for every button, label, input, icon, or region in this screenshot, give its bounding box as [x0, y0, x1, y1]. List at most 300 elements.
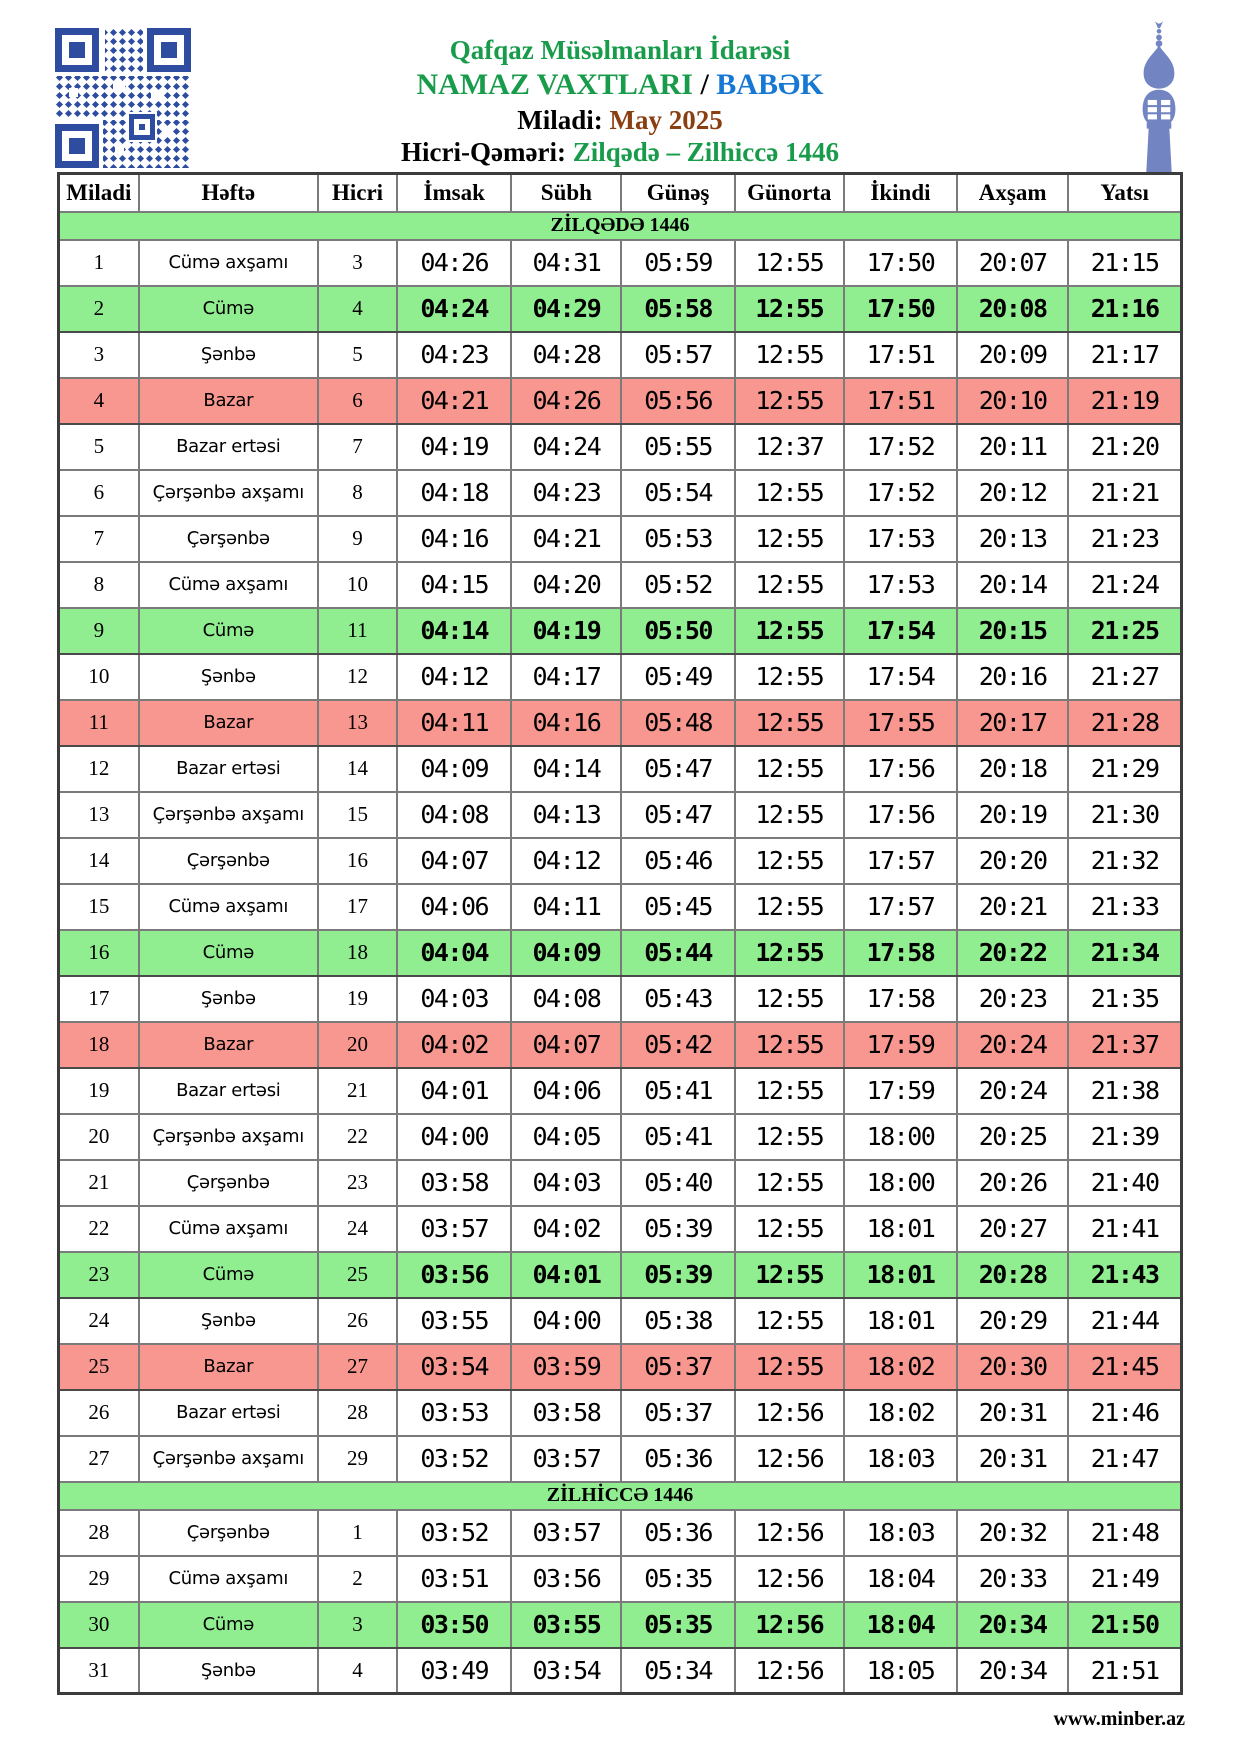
cell-ikindi: 17:51	[844, 332, 957, 378]
cell-gunorta: 12:55	[735, 562, 844, 608]
cell-weekday: Bazar ertəsi	[139, 1068, 318, 1114]
cell-gunes: 05:36	[621, 1510, 734, 1556]
column-header-hicri: Hicri	[318, 174, 397, 212]
cell-hicri-day: 7	[318, 424, 397, 470]
cell-miladi-day: 6	[59, 470, 139, 516]
cell-weekday: Bazar ertəsi	[139, 1390, 318, 1436]
cell-hicri-day: 15	[318, 792, 397, 838]
cell-yatsi: 21:24	[1068, 562, 1181, 608]
cell-imsak: 03:57	[397, 1206, 511, 1252]
cell-imsak: 04:19	[397, 424, 511, 470]
cell-subh: 04:13	[511, 792, 621, 838]
cell-hicri-day: 12	[318, 654, 397, 700]
cell-gunes: 05:53	[621, 516, 734, 562]
cell-axsam: 20:16	[957, 654, 1068, 700]
cell-gunes: 05:50	[621, 608, 734, 654]
cell-axsam: 20:15	[957, 608, 1068, 654]
cell-hicri-day: 26	[318, 1298, 397, 1344]
cell-gunorta: 12:55	[735, 240, 844, 286]
cell-imsak: 04:16	[397, 516, 511, 562]
cell-gunes: 05:45	[621, 884, 734, 930]
cell-gunes: 05:47	[621, 746, 734, 792]
cell-yatsi: 21:35	[1068, 976, 1181, 1022]
cell-gunes: 05:48	[621, 700, 734, 746]
cell-hicri-day: 17	[318, 884, 397, 930]
cell-miladi-day: 9	[59, 608, 139, 654]
cell-miladi-day: 12	[59, 746, 139, 792]
cell-yatsi: 21:39	[1068, 1114, 1181, 1160]
cell-imsak: 03:53	[397, 1390, 511, 1436]
cell-axsam: 20:23	[957, 976, 1068, 1022]
cell-subh: 04:31	[511, 240, 621, 286]
cell-subh: 04:23	[511, 470, 621, 516]
column-header-ikindi: İkindi	[844, 174, 957, 212]
table-row	[59, 1510, 1182, 1556]
cell-ikindi: 18:03	[844, 1510, 957, 1556]
cell-gunorta: 12:55	[735, 332, 844, 378]
cell-imsak: 04:00	[397, 1114, 511, 1160]
cell-gunes: 05:44	[621, 930, 734, 976]
cell-miladi-day: 8	[59, 562, 139, 608]
cell-axsam: 20:29	[957, 1298, 1068, 1344]
cell-imsak: 04:08	[397, 792, 511, 838]
cell-yatsi: 21:23	[1068, 516, 1181, 562]
table-row	[59, 470, 1182, 516]
cell-weekday: Şənbə	[139, 332, 318, 378]
cell-ikindi: 17:56	[844, 792, 957, 838]
table-row	[59, 1602, 1182, 1648]
cell-weekday: Şənbə	[139, 976, 318, 1022]
cell-weekday: Cümə axşamı	[139, 1206, 318, 1252]
cell-weekday: Çərşənbə axşamı	[139, 1114, 318, 1160]
hicri-date-line	[0, 136, 1240, 169]
month-section-title: ZİLHİCCƏ 1446	[59, 1482, 1182, 1510]
cell-subh: 04:03	[511, 1160, 621, 1206]
column-header-imsak: İmsak	[397, 174, 511, 212]
cell-miladi-day: 22	[59, 1206, 139, 1252]
cell-axsam: 20:17	[957, 700, 1068, 746]
table-row	[59, 1344, 1182, 1390]
cell-yatsi: 21:44	[1068, 1298, 1181, 1344]
cell-ikindi: 17:59	[844, 1022, 957, 1068]
cell-axsam: 20:22	[957, 930, 1068, 976]
table-row	[59, 562, 1182, 608]
cell-imsak: 04:12	[397, 654, 511, 700]
cell-yatsi: 21:34	[1068, 930, 1181, 976]
cell-weekday: Cümə axşamı	[139, 562, 318, 608]
column-header-gunes: Günəş	[621, 174, 734, 212]
cell-weekday: Çərşənbə	[139, 1510, 318, 1556]
table-row	[59, 700, 1182, 746]
cell-gunes: 05:37	[621, 1344, 734, 1390]
cell-weekday: Çərşənbə	[139, 1160, 318, 1206]
cell-axsam: 20:08	[957, 286, 1068, 332]
table-row	[59, 516, 1182, 562]
cell-gunorta: 12:55	[735, 1022, 844, 1068]
cell-subh: 04:02	[511, 1206, 621, 1252]
cell-yatsi: 21:15	[1068, 240, 1181, 286]
cell-subh: 03:55	[511, 1602, 621, 1648]
cell-subh: 03:54	[511, 1648, 621, 1694]
cell-gunorta: 12:56	[735, 1436, 844, 1482]
cell-yatsi: 21:49	[1068, 1556, 1181, 1602]
cell-weekday: Cümə axşamı	[139, 240, 318, 286]
table-row	[59, 378, 1182, 424]
cell-miladi-day: 7	[59, 516, 139, 562]
cell-yatsi: 21:21	[1068, 470, 1181, 516]
cell-axsam: 20:30	[957, 1344, 1068, 1390]
cell-hicri-day: 1	[318, 1510, 397, 1556]
cell-gunes: 05:52	[621, 562, 734, 608]
month-section-row	[59, 212, 1182, 240]
cell-gunes: 05:47	[621, 792, 734, 838]
cell-axsam: 20:10	[957, 378, 1068, 424]
cell-yatsi: 21:47	[1068, 1436, 1181, 1482]
month-section-title: ZİLQƏDƏ 1446	[59, 212, 1182, 240]
cell-gunorta: 12:55	[735, 700, 844, 746]
cell-imsak: 04:04	[397, 930, 511, 976]
cell-weekday: Bazar	[139, 1344, 318, 1390]
cell-hicri-day: 9	[318, 516, 397, 562]
table-row	[59, 976, 1182, 1022]
table-row	[59, 1556, 1182, 1602]
cell-subh: 03:57	[511, 1436, 621, 1482]
cell-yatsi: 21:20	[1068, 424, 1181, 470]
cell-subh: 04:08	[511, 976, 621, 1022]
cell-miladi-day: 28	[59, 1510, 139, 1556]
cell-ikindi: 17:50	[844, 240, 957, 286]
cell-subh: 03:58	[511, 1390, 621, 1436]
cell-yatsi: 21:28	[1068, 700, 1181, 746]
table-row	[59, 792, 1182, 838]
cell-subh: 04:20	[511, 562, 621, 608]
cell-miladi-day: 31	[59, 1648, 139, 1694]
cell-axsam: 20:11	[957, 424, 1068, 470]
month-section-row	[59, 1482, 1182, 1510]
cell-weekday: Cümə axşamı	[139, 1556, 318, 1602]
cell-imsak: 03:49	[397, 1648, 511, 1694]
cell-gunes: 05:54	[621, 470, 734, 516]
cell-imsak: 04:01	[397, 1068, 511, 1114]
cell-axsam: 20:31	[957, 1436, 1068, 1482]
cell-gunes: 05:38	[621, 1298, 734, 1344]
cell-axsam: 20:21	[957, 884, 1068, 930]
cell-weekday: Cümə	[139, 286, 318, 332]
cell-axsam: 20:13	[957, 516, 1068, 562]
cell-miladi-day: 14	[59, 838, 139, 884]
cell-gunes: 05:41	[621, 1068, 734, 1114]
cell-gunorta: 12:55	[735, 654, 844, 700]
table-row	[59, 1068, 1182, 1114]
cell-miladi-day: 25	[59, 1344, 139, 1390]
cell-gunes: 05:46	[621, 838, 734, 884]
cell-imsak: 04:21	[397, 378, 511, 424]
cell-imsak: 03:56	[397, 1252, 511, 1298]
cell-subh: 04:01	[511, 1252, 621, 1298]
cell-ikindi: 17:50	[844, 286, 957, 332]
cell-yatsi: 21:40	[1068, 1160, 1181, 1206]
cell-ikindi: 17:52	[844, 424, 957, 470]
cell-hicri-day: 4	[318, 286, 397, 332]
cell-gunorta: 12:55	[735, 1344, 844, 1390]
cell-axsam: 20:24	[957, 1068, 1068, 1114]
cell-gunorta: 12:55	[735, 1252, 844, 1298]
cell-gunes: 05:41	[621, 1114, 734, 1160]
cell-miladi-day: 13	[59, 792, 139, 838]
cell-weekday: Cümə axşamı	[139, 884, 318, 930]
column-header-hefte: Həftə	[139, 174, 318, 212]
cell-ikindi: 18:02	[844, 1390, 957, 1436]
cell-hicri-day: 24	[318, 1206, 397, 1252]
cell-gunorta: 12:56	[735, 1648, 844, 1694]
cell-gunorta: 12:55	[735, 1206, 844, 1252]
cell-imsak: 04:14	[397, 608, 511, 654]
hicri-label: Hicri-Qəməri:	[401, 137, 566, 168]
cell-weekday: Cümə	[139, 1602, 318, 1648]
cell-axsam: 20:09	[957, 332, 1068, 378]
cell-subh: 04:05	[511, 1114, 621, 1160]
cell-miladi-day: 18	[59, 1022, 139, 1068]
cell-ikindi: 17:54	[844, 608, 957, 654]
cell-imsak: 03:51	[397, 1556, 511, 1602]
column-header-gunorta: Günorta	[735, 174, 844, 212]
table-row	[59, 424, 1182, 470]
cell-weekday: Çərşənbə axşamı	[139, 1436, 318, 1482]
cell-yatsi: 21:45	[1068, 1344, 1181, 1390]
table-row	[59, 240, 1182, 286]
cell-gunorta: 12:55	[735, 884, 844, 930]
cell-gunorta: 12:56	[735, 1510, 844, 1556]
cell-subh: 04:06	[511, 1068, 621, 1114]
table-row	[59, 608, 1182, 654]
column-header-miladi: Miladi	[59, 174, 139, 212]
cell-ikindi: 18:01	[844, 1206, 957, 1252]
cell-yatsi: 21:48	[1068, 1510, 1181, 1556]
cell-ikindi: 17:53	[844, 562, 957, 608]
title-separator: /	[692, 67, 717, 101]
cell-ikindi: 18:04	[844, 1556, 957, 1602]
cell-hicri-day: 8	[318, 470, 397, 516]
cell-gunorta: 12:56	[735, 1390, 844, 1436]
cell-gunorta: 12:55	[735, 286, 844, 332]
cell-gunorta: 12:55	[735, 378, 844, 424]
column-header-axsam: Axşam	[957, 174, 1068, 212]
table-row	[59, 286, 1182, 332]
column-header-yatsi: Yatsı	[1068, 174, 1181, 212]
cell-weekday: Şənbə	[139, 1298, 318, 1344]
cell-gunes: 05:42	[621, 1022, 734, 1068]
cell-ikindi: 17:58	[844, 930, 957, 976]
table-row	[59, 1298, 1182, 1344]
cell-miladi-day: 24	[59, 1298, 139, 1344]
cell-subh: 04:14	[511, 746, 621, 792]
cell-subh: 04:17	[511, 654, 621, 700]
cell-axsam: 20:12	[957, 470, 1068, 516]
table-row	[59, 1648, 1182, 1694]
cell-hicri-day: 5	[318, 332, 397, 378]
cell-weekday: Çərşənbə axşamı	[139, 470, 318, 516]
city-name: BABƏK	[716, 67, 824, 101]
cell-gunes: 05:37	[621, 1390, 734, 1436]
cell-axsam: 20:34	[957, 1602, 1068, 1648]
cell-weekday: Çərşənbə axşamı	[139, 792, 318, 838]
cell-miladi-day: 16	[59, 930, 139, 976]
cell-ikindi: 18:01	[844, 1298, 957, 1344]
cell-gunorta: 12:55	[735, 746, 844, 792]
cell-subh: 04:28	[511, 332, 621, 378]
cell-weekday: Bazar	[139, 378, 318, 424]
cell-weekday: Çərşənbə	[139, 516, 318, 562]
page-title	[0, 67, 1240, 104]
cell-gunorta: 12:55	[735, 1114, 844, 1160]
cell-imsak: 04:09	[397, 746, 511, 792]
cell-subh: 03:56	[511, 1556, 621, 1602]
cell-miladi-day: 10	[59, 654, 139, 700]
cell-yatsi: 21:46	[1068, 1390, 1181, 1436]
cell-yatsi: 21:32	[1068, 838, 1181, 884]
table-header-row	[59, 174, 1182, 212]
cell-subh: 04:16	[511, 700, 621, 746]
cell-yatsi: 21:41	[1068, 1206, 1181, 1252]
cell-weekday: Çərşənbə	[139, 838, 318, 884]
table-row	[59, 884, 1182, 930]
cell-gunorta: 12:55	[735, 838, 844, 884]
header-titles	[0, 34, 1240, 169]
cell-gunorta: 12:55	[735, 930, 844, 976]
column-header-subh: Sübh	[511, 174, 621, 212]
cell-hicri-day: 6	[318, 378, 397, 424]
cell-subh: 04:29	[511, 286, 621, 332]
cell-hicri-day: 13	[318, 700, 397, 746]
cell-hicri-day: 28	[318, 1390, 397, 1436]
cell-miladi-day: 15	[59, 884, 139, 930]
cell-hicri-day: 23	[318, 1160, 397, 1206]
table-row	[59, 838, 1182, 884]
cell-axsam: 20:07	[957, 240, 1068, 286]
cell-subh: 04:09	[511, 930, 621, 976]
cell-ikindi: 17:55	[844, 700, 957, 746]
cell-subh: 04:21	[511, 516, 621, 562]
cell-imsak: 04:06	[397, 884, 511, 930]
cell-gunes: 05:36	[621, 1436, 734, 1482]
footer-url: www.minber.az	[1053, 1708, 1185, 1730]
cell-gunorta: 12:55	[735, 976, 844, 1022]
cell-weekday: Şənbə	[139, 654, 318, 700]
table-row	[59, 1160, 1182, 1206]
cell-hicri-day: 14	[318, 746, 397, 792]
cell-axsam: 20:25	[957, 1114, 1068, 1160]
cell-weekday: Bazar ertəsi	[139, 424, 318, 470]
cell-weekday: Bazar	[139, 700, 318, 746]
cell-gunes: 05:59	[621, 240, 734, 286]
title-main: NAMAZ VAXTLARI	[416, 67, 693, 101]
cell-miladi-day: 30	[59, 1602, 139, 1648]
cell-ikindi: 17:51	[844, 378, 957, 424]
organization-title: Qafqaz Müsəlmanları İdarəsi	[449, 35, 791, 65]
table-row	[59, 1436, 1182, 1482]
cell-ikindi: 18:00	[844, 1160, 957, 1206]
miladi-date-line	[0, 104, 1240, 137]
cell-weekday: Cümə	[139, 930, 318, 976]
cell-ikindi: 17:56	[844, 746, 957, 792]
cell-ikindi: 18:01	[844, 1252, 957, 1298]
cell-miladi-day: 20	[59, 1114, 139, 1160]
cell-yatsi: 21:30	[1068, 792, 1181, 838]
cell-yatsi: 21:50	[1068, 1602, 1181, 1648]
cell-imsak: 04:18	[397, 470, 511, 516]
cell-yatsi: 21:33	[1068, 884, 1181, 930]
cell-yatsi: 21:51	[1068, 1648, 1181, 1694]
cell-imsak: 03:54	[397, 1344, 511, 1390]
cell-gunes: 05:39	[621, 1206, 734, 1252]
cell-gunorta: 12:37	[735, 424, 844, 470]
cell-ikindi: 18:03	[844, 1436, 957, 1482]
cell-yatsi: 21:19	[1068, 378, 1181, 424]
table-row	[59, 1022, 1182, 1068]
cell-weekday: Cümə	[139, 1252, 318, 1298]
cell-weekday: Bazar ertəsi	[139, 746, 318, 792]
cell-gunes: 05:56	[621, 378, 734, 424]
cell-miladi-day: 1	[59, 240, 139, 286]
cell-weekday: Cümə	[139, 608, 318, 654]
cell-miladi-day: 29	[59, 1556, 139, 1602]
cell-imsak: 03:50	[397, 1602, 511, 1648]
cell-imsak: 03:58	[397, 1160, 511, 1206]
cell-hicri-day: 22	[318, 1114, 397, 1160]
cell-imsak: 04:02	[397, 1022, 511, 1068]
cell-miladi-day: 26	[59, 1390, 139, 1436]
prayer-times-table	[57, 172, 1183, 1695]
cell-subh: 04:24	[511, 424, 621, 470]
cell-yatsi: 21:27	[1068, 654, 1181, 700]
cell-ikindi: 17:57	[844, 884, 957, 930]
cell-gunorta: 12:56	[735, 1556, 844, 1602]
table-row	[59, 1390, 1182, 1436]
cell-yatsi: 21:17	[1068, 332, 1181, 378]
cell-axsam: 20:24	[957, 1022, 1068, 1068]
cell-imsak: 04:11	[397, 700, 511, 746]
cell-miladi-day: 4	[59, 378, 139, 424]
cell-ikindi: 17:53	[844, 516, 957, 562]
cell-imsak: 03:52	[397, 1510, 511, 1556]
cell-axsam: 20:28	[957, 1252, 1068, 1298]
cell-axsam: 20:27	[957, 1206, 1068, 1252]
cell-gunorta: 12:55	[735, 792, 844, 838]
cell-gunes: 05:40	[621, 1160, 734, 1206]
cell-weekday: Bazar	[139, 1022, 318, 1068]
miladi-label: Miladi:	[517, 104, 603, 135]
cell-imsak: 04:07	[397, 838, 511, 884]
cell-hicri-day: 29	[318, 1436, 397, 1482]
cell-ikindi: 17:58	[844, 976, 957, 1022]
cell-gunorta: 12:55	[735, 1160, 844, 1206]
cell-gunes: 05:57	[621, 332, 734, 378]
cell-gunorta: 12:55	[735, 516, 844, 562]
cell-yatsi: 21:38	[1068, 1068, 1181, 1114]
cell-subh: 04:19	[511, 608, 621, 654]
cell-ikindi: 17:54	[844, 654, 957, 700]
cell-imsak: 03:52	[397, 1436, 511, 1482]
cell-axsam: 20:26	[957, 1160, 1068, 1206]
cell-miladi-day: 23	[59, 1252, 139, 1298]
cell-gunorta: 12:55	[735, 470, 844, 516]
prayer-table-body	[59, 212, 1182, 1694]
cell-gunes: 05:39	[621, 1252, 734, 1298]
cell-hicri-day: 21	[318, 1068, 397, 1114]
cell-yatsi: 21:25	[1068, 608, 1181, 654]
cell-ikindi: 18:02	[844, 1344, 957, 1390]
cell-gunorta: 12:56	[735, 1602, 844, 1648]
